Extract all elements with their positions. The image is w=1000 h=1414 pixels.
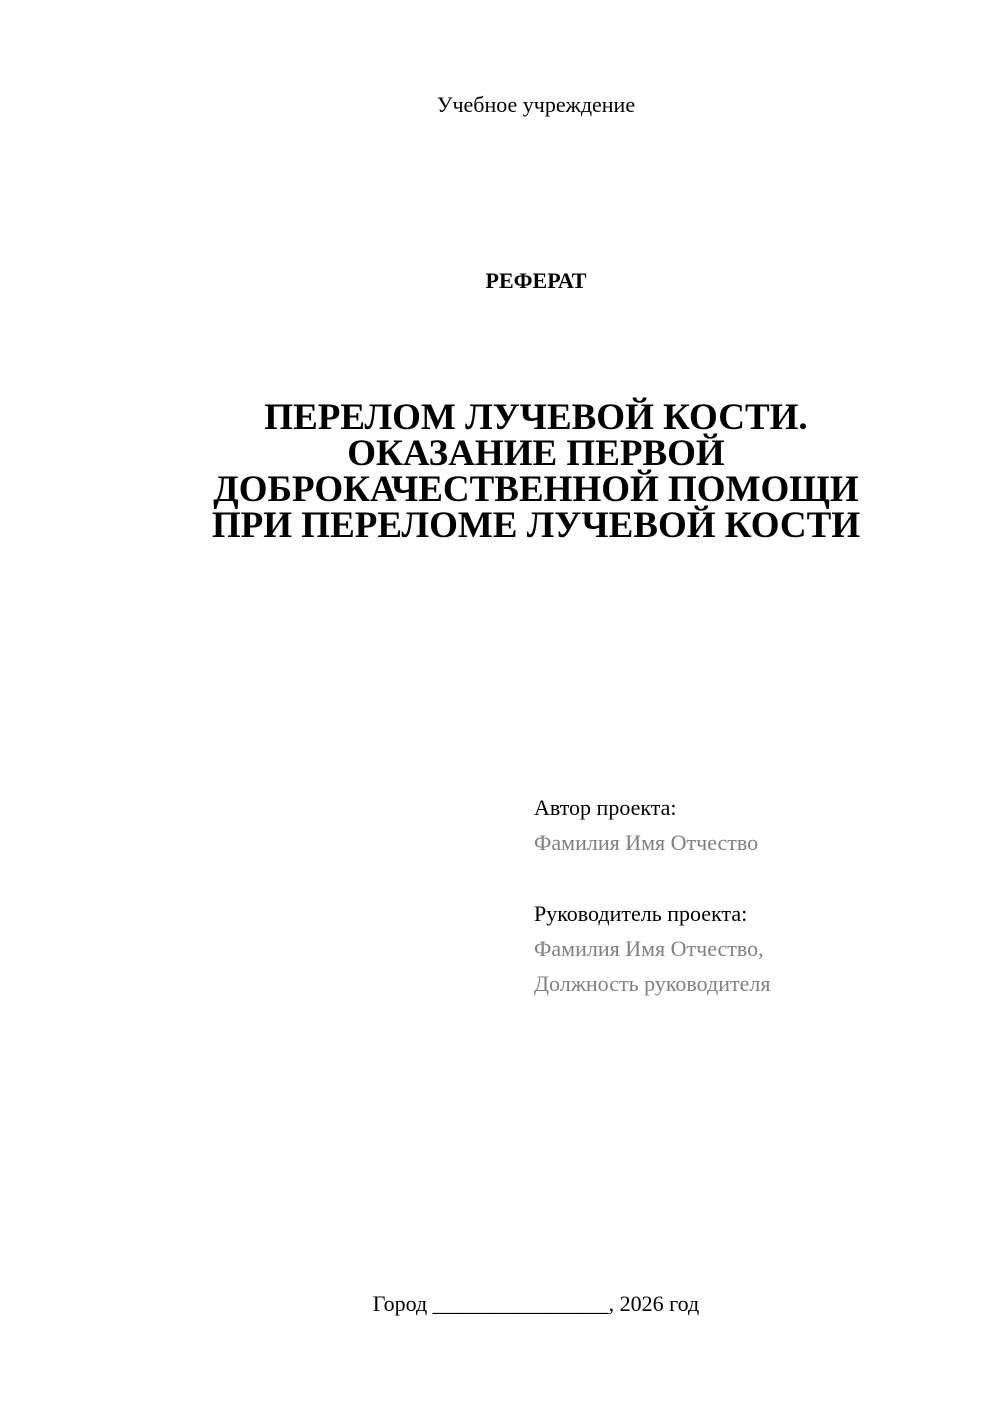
spacer (534, 860, 770, 896)
city-label: Город (372, 1291, 428, 1316)
document-type: РЕФЕРАТ (485, 268, 587, 293)
city-year-line (0, 1290, 1000, 1318)
year-text: , 2026 год (608, 1291, 700, 1316)
title-line: ОКАЗАНИЕ ПЕРВОЙ (347, 433, 725, 474)
city-blank: ________________ (432, 1291, 609, 1316)
institution-name: Учебное учреждение (436, 92, 636, 117)
project-info (534, 790, 770, 1001)
title-line: ПРИ ПЕРЕЛОМЕ ЛУЧЕВОЙ КОСТИ (211, 505, 861, 546)
title-line: ДОБРОКАЧЕСТВЕННОЙ ПОМОЩИ (213, 469, 859, 510)
supervisor-name: Фамилия Имя Отчество, (534, 936, 764, 961)
supervisor-label: Руководитель проекта: (534, 901, 748, 926)
document-title (0, 397, 1000, 546)
author-name: Фамилия Имя Отчество (534, 830, 759, 855)
supervisor-position: Должность руководителя (534, 971, 771, 996)
title-line: ПЕРЕЛОМ ЛУЧЕВОЙ КОСТИ. (264, 397, 808, 438)
author-label: Автор проекта: (534, 795, 677, 820)
